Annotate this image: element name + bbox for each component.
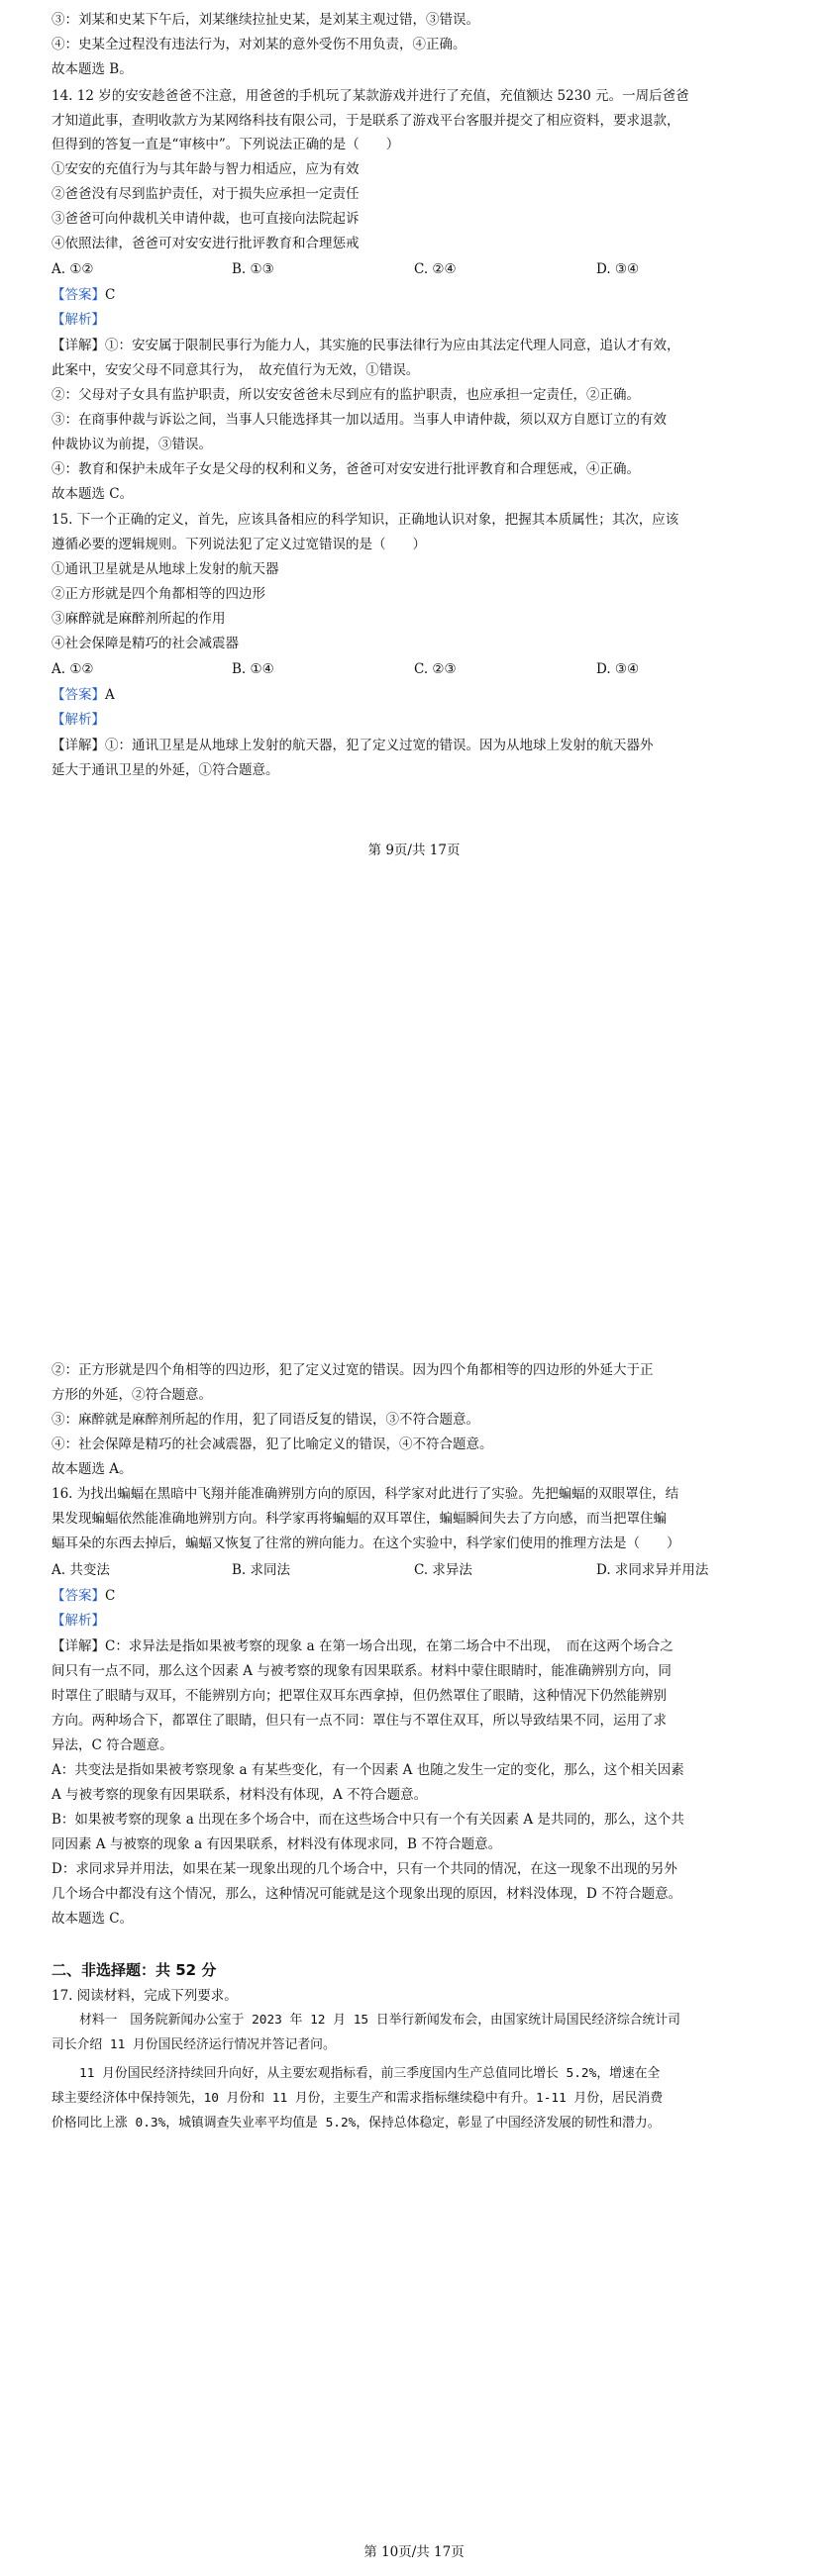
option-d: D. ③④ bbox=[596, 661, 640, 677]
answer-label: 【答案】 bbox=[52, 287, 105, 303]
question-16-stem: 蝠耳朵的东西去掉后，蝙蝠又恢复了往常的辨向能力。在这个实验中，科学家们使用的推理方法是（ ） bbox=[52, 1536, 680, 1551]
detail-line: 同因素 A 与被察的现象 a 有因果联系，材料没有体现求同，B 不符合题意。 bbox=[52, 1836, 502, 1852]
detail-text: ①：安安属于限制民事行为能力人，其实施的民事法律行为应由其法定代理人同意，追认才有效， bbox=[105, 338, 680, 353]
option-a: A. ①② bbox=[52, 661, 94, 677]
detail-line: 故本题选 C。 bbox=[52, 1911, 134, 1927]
analysis-label: 【解析】 bbox=[52, 312, 105, 328]
text-line: ③：麻醉就是麻醉剂所起的作用，犯了同语反复的错误，③不符合题意。 bbox=[52, 1412, 479, 1428]
option-d: D. ③④ bbox=[596, 261, 640, 277]
detail-line: A：共变法是指如果被考察现象 a 有某些变化，有一个因素 A 也随之发生一定的变化，那么，这个相关因素 bbox=[52, 1762, 684, 1778]
question-14-stem: 14. 12 岁的安安趁爸爸不注意，用爸爸的手机玩了某款游戏并进行了充值，充值额达 5230 元。一周后爸爸 bbox=[52, 88, 689, 104]
question-17-stem: 17. 阅读材料，完成下列要求。 bbox=[52, 1988, 238, 2004]
statement-4: ④依照法律，爸爸可对安安进行批评教育和合理惩戒 bbox=[52, 236, 360, 251]
statement-2: ②正方形就是四个角都相等的四边形 bbox=[52, 586, 265, 602]
option-a: A. ①② bbox=[52, 261, 94, 277]
detail-line: B：如果被考察的现象 a 出现在多个场合中，而在这些场合中只有一个有关因素 A 是共同的，那么，这个共 bbox=[52, 1812, 684, 1828]
question-14-stem: 但得到的答复一直是“审核中”。下列说法正确的是（ ） bbox=[52, 137, 400, 152]
detail-label: 【详解】 bbox=[52, 738, 105, 753]
page-footer: 第 10页/共 17页 bbox=[363, 2544, 465, 2560]
text-line: 故本题选 A。 bbox=[52, 1461, 133, 1477]
option-c: C. ②④ bbox=[414, 261, 457, 277]
page-footer: 第 9页/共 17页 bbox=[367, 842, 461, 858]
statement-3: ③爸爸可向仲裁机关申请仲裁，也可直接向法院起诉 bbox=[52, 211, 360, 227]
option-d: D. 求同求异并用法 bbox=[596, 1562, 709, 1578]
detail-text: ①：通讯卫星是从地球上发射的航天器，犯了定义过宽的错误。因为从地球上发射的航天器外 bbox=[105, 738, 654, 753]
detail-line bbox=[52, 336, 784, 355]
detail-line: ③：在商事仲裁与诉讼之间，当事人只能选择其一加以适用。当事人申请仲裁，须以双方自愿订立的有效 bbox=[52, 412, 667, 428]
text-line: 方形的外延，②符合题意。 bbox=[52, 1387, 212, 1403]
detail-line: 异法，C 符合题意。 bbox=[52, 1737, 173, 1753]
page-9 bbox=[0, 0, 828, 1287]
detail-line: 几个场合中都没有这个情况，那么，这种情况可能就是这个现象出现的原因，材料没体现，D 不符合题意。 bbox=[52, 1886, 682, 1902]
statement-2: ②爸爸没有尽到监护责任，对于损失应承担一定责任 bbox=[52, 186, 360, 202]
option-c: C. ②③ bbox=[414, 661, 457, 677]
text-line: ④：史某全过程没有违法行为，对刘某的意外受伤不用负责，④正确。 bbox=[52, 37, 466, 52]
statement-4: ④社会保障是精巧的社会减震器 bbox=[52, 636, 239, 651]
detail-line: 此案中，安安父母不同意其行为， 故充值行为无效，①错误。 bbox=[52, 362, 420, 378]
option-b: B. ①③ bbox=[232, 261, 274, 277]
answer-label: 【答案】 bbox=[52, 1588, 105, 1604]
material-line: 司长介绍 11 月份国民经济运行情况并答记者问。 bbox=[52, 2037, 336, 2052]
material-line: 价格同比上涨 0.3%，城镇调查失业率平均值是 5.2%，保持总体稳定，彰显了中国经济发展的韧性和潜力。 bbox=[52, 2116, 661, 2130]
analysis-label: 【解析】 bbox=[52, 1613, 105, 1629]
text-line: ④：社会保障是精巧的社会减震器，犯了比喻定义的错误，④不符合题意。 bbox=[52, 1437, 493, 1452]
detail-line: 故本题选 C。 bbox=[52, 486, 134, 502]
text-line: ②：正方形就是四个角相等的四边形，犯了定义过宽的错误。因为四个角都相等的四边形的外延大于正 bbox=[52, 1362, 654, 1378]
detail-line: 时罩住了眼睛与双耳，不能辨别方向；把罩住双耳东西拿掉，但仍然罩住了眼睛，这种情况下仍然能辨别 bbox=[52, 1688, 667, 1704]
answer-value: C bbox=[105, 1588, 116, 1604]
page-10 bbox=[0, 1287, 828, 2576]
question-15-stem: 遵循必要的逻辑规则。下列说法犯了定义过宽错误的是（ ） bbox=[52, 537, 426, 552]
answer-value: A bbox=[105, 687, 115, 703]
material-line: 材料一 国务院新闻办公室于 2023 年 12 月 15 日举行新闻发布会，由国家统计局国民经济综合统计司 bbox=[79, 2013, 680, 2028]
detail-label: 【详解】 bbox=[52, 1638, 105, 1654]
statement-1: ①通讯卫星就是从地球上发射的航天器 bbox=[52, 561, 279, 577]
detail-line: 方向。两种场合下，都罩住了眼睛，但只有一点不同：罩住与不罩住双耳，所以导致结果不同，运用了求 bbox=[52, 1713, 667, 1729]
question-14-stem: 才知道此事，查明收款方为某网络科技有限公司，于是联系了游戏平台客服并提交了相应资料，要求退款， bbox=[52, 113, 680, 129]
option-b: B. 求同法 bbox=[232, 1562, 291, 1578]
material-line: 球主要经济体中保持领先，10 月份和 11 月份，主要生产和需求指标继续稳中有升。1-11 月份，居民消费 bbox=[52, 2091, 664, 2106]
question-16-stem: 16. 为找出蝙蝠在黑暗中飞翔并能准确辨别方向的原因，科学家对此进行了实验。先把蝙蝠的双眼罩住，结 bbox=[52, 1486, 679, 1502]
section-heading: 二、非选择题：共 52 分 bbox=[52, 1961, 217, 1979]
detail-line bbox=[52, 1636, 784, 1656]
answer-value: C bbox=[105, 287, 116, 303]
detail-line: ④：教育和保护未成年子女是父母的权利和义务，爸爸可对安安进行批评教育和合理惩戒，④正确。 bbox=[52, 461, 640, 477]
detail-line: D：求同求异并用法，如果在某一现象出现的几个场合中，只有一个共同的情况，在这一现象不出现的另外 bbox=[52, 1861, 677, 1877]
statement-1: ①安安的充值行为与其年龄与智力相适应，应为有效 bbox=[52, 161, 360, 177]
material-line: 11 月份国民经济持续回升向好，从主要宏观指标看，前三季度国内生产总值同比增长 5.2%，增速在全 bbox=[79, 2066, 661, 2081]
answer-line bbox=[52, 685, 784, 705]
answer-line bbox=[52, 285, 784, 305]
question-15-stem: 15. 下一个正确的定义，首先，应该具备相应的科学知识，正确地认识对象，把握其本质属性；其次，应该 bbox=[52, 512, 679, 528]
answer-label: 【答案】 bbox=[52, 687, 105, 703]
detail-line: A 与被考察的现象有因果联系，材料没有体现，A 不符合题意。 bbox=[52, 1787, 428, 1803]
text-line: ③：刘某和史某下午后，刘某继续拉扯史某，是刘某主观过错，③错误。 bbox=[52, 12, 479, 28]
option-c: C. 求异法 bbox=[414, 1562, 472, 1578]
text-line: 故本题选 B。 bbox=[52, 61, 133, 77]
detail-line: 间只有一点不同，那么这个因素 A 与被考察的现象有因果联系。材料中蒙住眼睛时，能准确辨别方向，同 bbox=[52, 1663, 672, 1679]
analysis-label: 【解析】 bbox=[52, 712, 105, 728]
question-16-stem: 果发现蝙蝠依然能准确地辨别方向。科学家再将蝙蝠的双耳罩住，蝙蝠瞬间失去了方向感，而当把罩住蝙 bbox=[52, 1511, 667, 1527]
detail-line bbox=[52, 736, 784, 755]
answer-line bbox=[52, 1586, 784, 1606]
detail-label: 【详解】 bbox=[52, 338, 105, 353]
detail-line: ②：父母对子女具有监护职责，所以安安爸爸未尽到应有的监护职责，也应承担一定责任，②正确。 bbox=[52, 387, 640, 403]
detail-text: C：求异法是指如果被考察的现象 a 在第一场合出现，在第二场合中不出现， 而在这两个场合之 bbox=[105, 1638, 673, 1654]
detail-line: 仲裁协议为前提，③错误。 bbox=[52, 437, 212, 452]
option-b: B. ①④ bbox=[232, 661, 274, 677]
statement-3: ③麻醉就是麻醉剂所起的作用 bbox=[52, 611, 226, 627]
option-a: A. 共变法 bbox=[52, 1562, 110, 1578]
detail-line: 延大于通讯卫星的外延，①符合题意。 bbox=[52, 762, 279, 778]
